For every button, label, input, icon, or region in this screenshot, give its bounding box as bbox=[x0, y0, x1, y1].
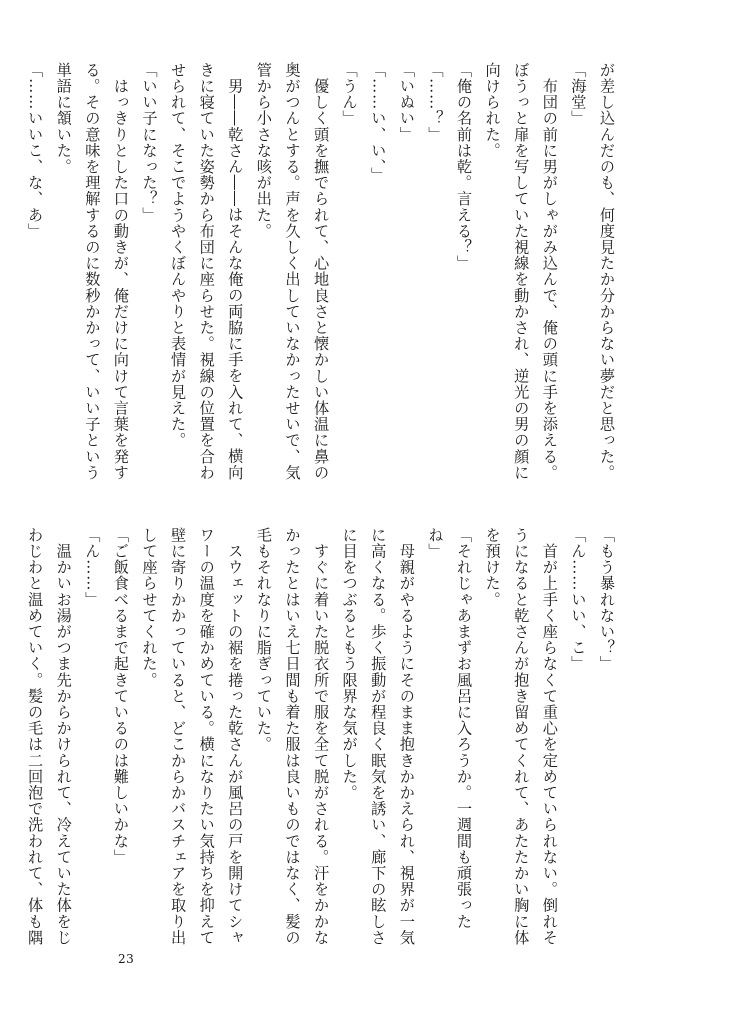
text-line: 向けられた。 bbox=[483, 62, 502, 159]
text-line: ぼうっと扉を写していた視線を動かされ、逆光の男の顔に bbox=[512, 62, 531, 481]
text-line: 「俺の名前は乾。言える？」 bbox=[455, 62, 474, 272]
text-line: 奥がつんとする。声を久しく出していなかったせいで、気 bbox=[283, 62, 302, 481]
text-line: ね」 bbox=[426, 527, 445, 560]
text-line: すぐに着いた脱衣所で服を全て脱がされる。汗をかかな bbox=[312, 527, 331, 946]
text-line: 毛もそれなりに脂ぎっていた。 bbox=[254, 527, 273, 753]
text-line: スウェットの裾を捲った乾さんが風呂の戸を開けてシャ bbox=[226, 527, 245, 946]
text-line: はっきりとした口の動きが、俺だけに向けて言葉を発す bbox=[111, 62, 130, 481]
text-line: を預けた。 bbox=[483, 527, 502, 608]
text-line: 管から小さな咳が出た。 bbox=[254, 62, 273, 240]
text-line: 温かいお湯がつま先からかけられて、冷えていた体をじ bbox=[54, 527, 73, 946]
text-line: せられて、そこでようやくぼんやりと表情が見えた。 bbox=[169, 62, 188, 449]
text-line: 壁に寄りかかっていると、どこからかバスチェアを取り出 bbox=[169, 527, 188, 946]
text-line: 単語に頷いた。 bbox=[54, 62, 73, 175]
text-line: 布団の前に男がしゃがみ込んで、俺の頭に手を添える。 bbox=[540, 62, 559, 481]
page-number: 23 bbox=[118, 952, 135, 966]
text-line: して座らせてくれた。 bbox=[140, 527, 159, 688]
text-line: 「ん……いい、こ」 bbox=[569, 527, 588, 672]
text-line: に高くなる。歩く振動が程良く眠気を誘い、廊下の眩しさ bbox=[369, 527, 388, 946]
text-line: 優しく頭を撫でられて、心地良さと懐かしい体温に鼻の bbox=[312, 62, 331, 481]
text-line: 「……？」 bbox=[426, 62, 445, 143]
text-line: 「海堂」 bbox=[569, 62, 588, 127]
text-line: が差し込んだのも、何度見たか分からない夢だと思った。 bbox=[598, 62, 616, 481]
text-line: 「ご飯食べるまで起きているのは難しいかな」 bbox=[111, 527, 130, 866]
text-line: 「うん」 bbox=[340, 62, 359, 127]
text-line: かったとはいえ七日間も着た服は良いものではなく、髪の bbox=[283, 527, 302, 946]
text-line: きに寝ていた姿勢から布団に座らせた。視線の位置を合わ bbox=[197, 62, 216, 481]
text-line: うになると乾さんが抱き留めてくれて、あたたかい胸に体 bbox=[512, 527, 531, 946]
text-line: 「……い、い、」 bbox=[369, 62, 388, 184]
text-line: 「もう暴れない？」 bbox=[598, 527, 616, 672]
upper-text-block bbox=[21, 62, 621, 482]
lower-text-block bbox=[21, 527, 621, 947]
text-line: 母親がやるようにそのまま抱きかかえられ、視界が一気 bbox=[397, 527, 416, 946]
text-line: わじわと温めていく。髪の毛は二回泡で洗われて、体も隅 bbox=[26, 527, 45, 946]
text-line: 「ん……」 bbox=[83, 527, 102, 608]
text-line: 首が上手く座らなくて重心を定めていられない。倒れそ bbox=[540, 527, 559, 946]
text-line: 「いい子になった？」 bbox=[140, 62, 159, 223]
text-line: ワーの温度を確かめている。横になりたい気持ちを抑えて bbox=[197, 527, 216, 946]
text-line: 男――乾さん――はそんな俺の両脇に手を入れて、横向 bbox=[226, 62, 245, 481]
text-line: 「それじゃあまずお風呂に入ろうか。一週間も頑張った bbox=[455, 527, 474, 930]
text-line: る。その意味を理解するのに数秒かかって、いい子という bbox=[83, 62, 102, 481]
text-line: 「いぬい」 bbox=[397, 62, 416, 143]
text-line: に目をつぶるともう限界な気がした。 bbox=[340, 527, 359, 801]
text-line: 「……いいこ、な、あ」 bbox=[26, 62, 45, 240]
